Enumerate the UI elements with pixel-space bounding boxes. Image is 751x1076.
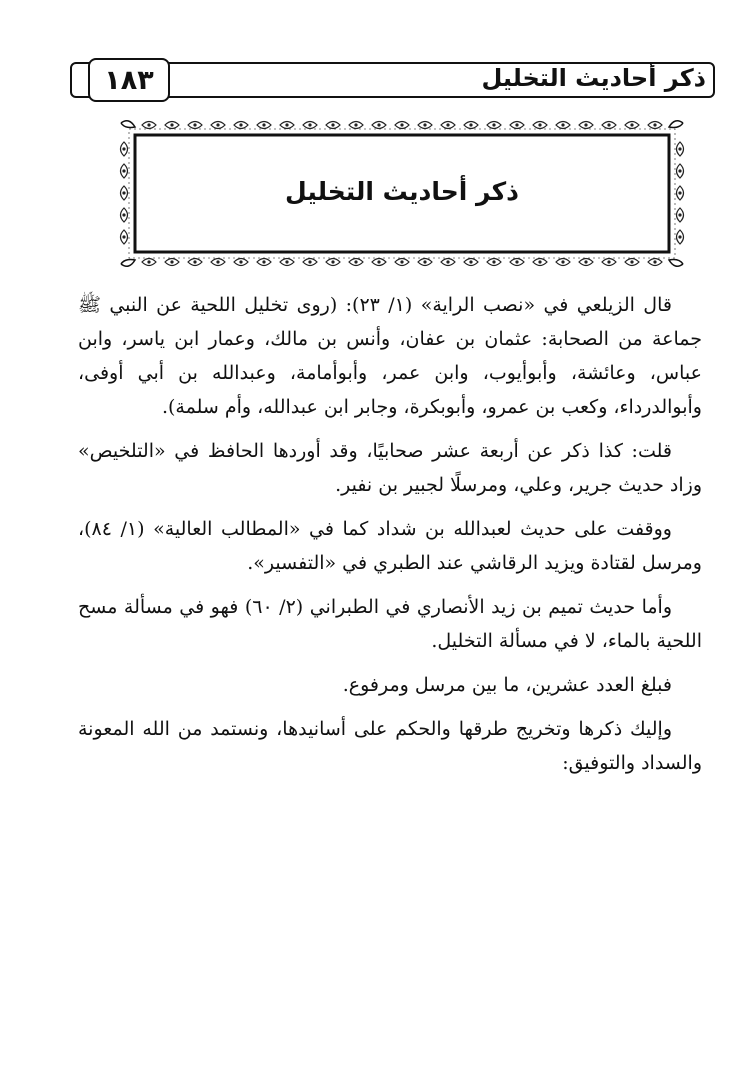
section-title: ذكر أحاديث التخليل <box>285 177 519 206</box>
border-ornament <box>441 122 455 129</box>
border-ornament <box>372 259 386 266</box>
border-ornament <box>602 259 616 266</box>
border-ornament <box>464 122 478 129</box>
paragraph: وإليك ذكرها وتخريج طرقها والحكم على أسانيدها، ونستمد من الله المعونة والسداد والتوفيق: <box>78 718 702 774</box>
border-ornament <box>211 122 225 129</box>
border-ornament <box>142 259 156 266</box>
border-ornament <box>677 164 684 178</box>
border-ornament <box>677 208 684 222</box>
border-ornament <box>487 122 501 129</box>
border-ornament <box>121 230 128 244</box>
border-ornament <box>234 259 248 266</box>
border-ornament <box>326 122 340 129</box>
border-ornament <box>349 259 363 266</box>
border-ornament <box>533 122 547 129</box>
border-ornament <box>165 259 179 266</box>
paragraph: قال الزيلعي في «نصب الراية» (١/ ٢٣): (روى تخليل اللحية عن النبي ﷺ جماعة من الصحابة: عثمان بن عفان، وأنس بن مالك، وعمار ابن ياسر، وابن عباس، وعائشة، وأبوأيوب، وابن عمر، وأبوأمامة، وعبدالله بن أبي أوفى، وأبوالدرداء، وكعب بن عمرو، وأبوبكرة، وجابر ابن عبدالله، وأم سلمة). <box>78 294 702 418</box>
border-ornament <box>677 230 684 244</box>
border-ornament <box>165 122 179 129</box>
border-ornament <box>625 259 639 266</box>
border-ornament <box>441 259 455 266</box>
body-text <box>78 288 702 790</box>
border-ornament <box>602 122 616 129</box>
running-title: ذكر أحاديث التخليل <box>481 64 706 92</box>
border-ornament <box>188 122 202 129</box>
border-ornament <box>510 122 524 129</box>
border-ornament <box>303 259 317 266</box>
border-ornament <box>418 259 432 266</box>
border-ornament <box>372 122 386 129</box>
border-ornament <box>257 122 271 129</box>
border-ornament <box>349 122 363 129</box>
border-ornament <box>280 259 294 266</box>
border-ornament <box>188 259 202 266</box>
paragraph: فبلغ العدد عشرين، ما بين مرسل ومرفوع. <box>342 674 672 696</box>
border-ornament <box>533 259 547 266</box>
border-ornament <box>121 142 128 156</box>
page-number: ١٨٣ <box>88 58 170 102</box>
border-ornament <box>395 259 409 266</box>
ornamental-title-frame <box>115 115 689 272</box>
paragraph: ووقفت على حديث لعبدالله بن شداد كما في «المطالب العالية» (١/ ٨٤)، ومرسل لقتادة ويزيد الرقاشي عند الطبري في «التفسير». <box>78 518 702 574</box>
border-ornament <box>234 122 248 129</box>
border-ornament <box>464 259 478 266</box>
border-ornament <box>280 122 294 129</box>
border-ornament <box>121 208 128 222</box>
border-ornament <box>556 122 570 129</box>
border-ornament <box>121 164 128 178</box>
border-ornament <box>487 259 501 266</box>
border-ornament <box>418 122 432 129</box>
border-ornament <box>303 122 317 129</box>
border-ornament <box>257 259 271 266</box>
border-ornament <box>326 259 340 266</box>
border-ornament <box>556 259 570 266</box>
border-ornament <box>211 259 225 266</box>
border-ornament <box>142 122 156 129</box>
paragraph: وأما حديث تميم بن زيد الأنصاري في الطبراني (٢/ ٦٠) فهو في مسألة مسح اللحية بالماء، لا في مسألة التخليل. <box>78 596 702 652</box>
paragraph: قلت: كذا ذكر عن أربعة عشر صحابيًا، وقد أوردها الحافظ في «التلخيص» وزاد حديث جرير، وعلي، ومرسلًا لجبير بن نفير. <box>78 440 702 496</box>
border-ornament <box>579 259 593 266</box>
border-ornament <box>677 142 684 156</box>
border-ornament <box>395 122 409 129</box>
border-ornament <box>579 122 593 129</box>
border-ornament <box>648 259 662 266</box>
border-ornament <box>510 259 524 266</box>
border-ornament <box>648 122 662 129</box>
border-ornament <box>625 122 639 129</box>
